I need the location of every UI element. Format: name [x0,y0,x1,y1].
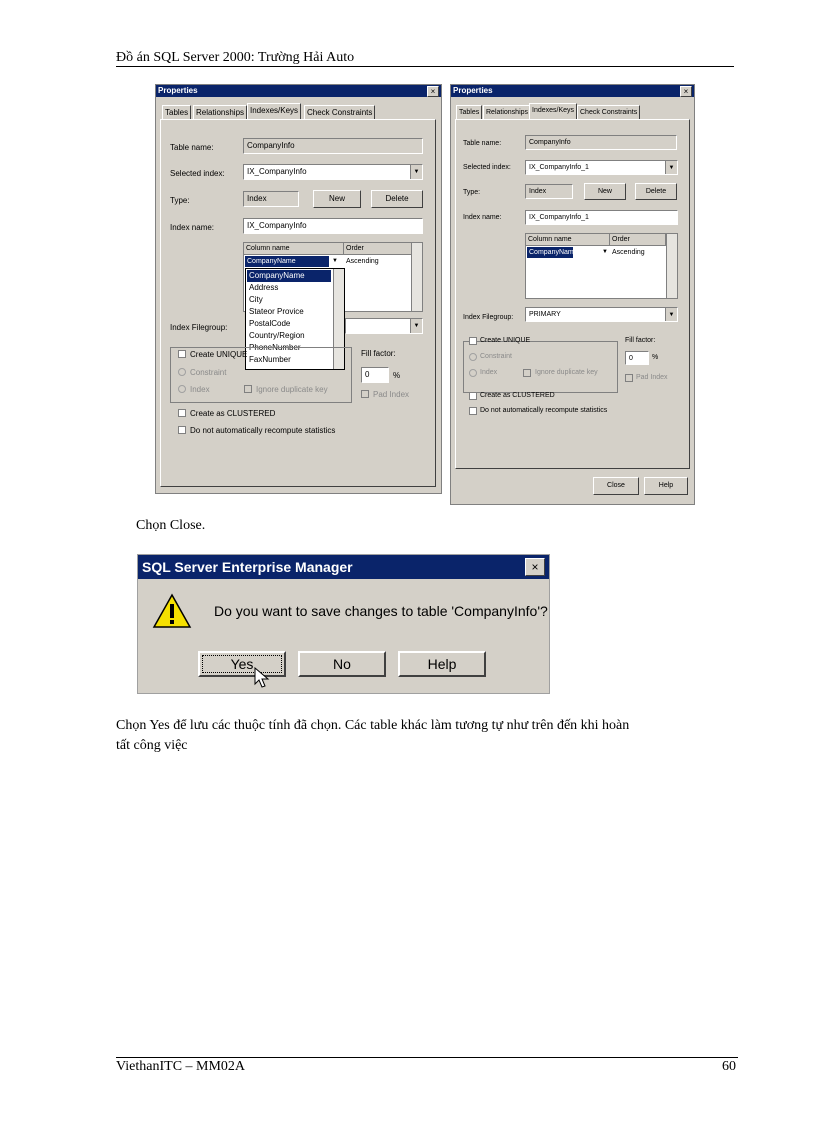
close-icon[interactable]: × [525,558,545,576]
column-name-header: Column name [526,234,610,246]
type-field: Index [525,184,573,199]
type-label: Type: [463,189,481,196]
warning-icon [152,593,192,629]
no-recompute-checkbox[interactable] [469,407,477,415]
footer-divider [116,1057,738,1058]
chevron-down-icon[interactable]: ▼ [665,308,677,321]
no-recompute-label: Do not automatically recompute statistics [480,407,608,414]
index-name-label: Index name: [463,214,502,221]
table-name-label: Table name: [463,140,502,147]
messagebox-title: SQL Server Enterprise Manager [138,555,549,579]
instruction-yes-line1: Chọn Yes để lưu các thuộc tính đã chọn. Các table khác làm tương tự như trên đến khi hoàn [116,718,630,733]
tab-check-constraints[interactable]: Check Constraints [577,105,640,120]
create-clustered-checkbox[interactable] [469,392,477,400]
ignore-duplicate-label: Ignore duplicate key [535,369,598,376]
tab-indexes-keys[interactable]: Indexes/Keys [529,103,577,120]
messagebox-message: Do you want to save changes to table 'CompanyInfo'? [214,603,548,619]
column-name-cell[interactable]: CompanyName [529,249,578,256]
fill-factor-label: Fill factor: [625,337,656,344]
properties-dialog-right [450,84,695,505]
pad-index-checkbox[interactable] [361,390,369,398]
selected-index-label: Selected index: [170,169,225,178]
no-recompute-label: Do not automatically recompute statistics [190,426,336,435]
list-item[interactable]: FaxNumber [249,355,291,364]
chevron-down-icon[interactable]: ▼ [665,161,677,174]
list-item[interactable]: CompanyName [247,270,331,282]
instruction-yes [116,716,726,756]
help-button[interactable]: Help [398,651,486,677]
index-filegroup-select[interactable]: PRIMARY ▼ [525,307,678,322]
selected-index-select[interactable]: IX_CompanyInfo ▼ [243,164,423,180]
properties-dialog-left [155,84,442,494]
constraint-label: Constraint [190,368,227,377]
help-button[interactable]: Help [644,477,688,495]
tab-relationships[interactable]: Relationships [483,105,531,120]
index-name-input[interactable]: IX_CompanyInfo [243,218,423,234]
table-name-field: CompanyInfo [243,138,423,154]
column-dropdown-button[interactable]: ▼ [332,258,338,264]
column-dropdown-button[interactable]: ▼ [602,249,608,255]
create-clustered-checkbox[interactable] [178,409,186,417]
create-unique-label: Create UNIQUE [190,350,248,359]
unique-groupbox [463,341,618,393]
create-unique-checkbox[interactable] [469,337,477,345]
index-filegroup-label: Index Filegroup: [170,323,228,332]
new-button[interactable]: New [584,183,626,200]
tab-tables[interactable]: Tables [456,105,482,120]
index-radio[interactable] [469,369,477,377]
create-clustered-label: Create as CLUSTERED [190,409,276,418]
table-name-label: Table name: [170,143,214,152]
constraint-radio[interactable] [469,353,477,361]
list-item[interactable]: PhoneNumber [249,343,301,352]
close-button[interactable]: Close [593,477,639,495]
tab-relationships[interactable]: Relationships [193,105,247,120]
cursor-icon [254,667,270,689]
grid-scrollbar[interactable] [411,243,422,311]
index-radio[interactable] [178,385,186,393]
footer-left: ViethanITC – MM02A [116,1059,246,1074]
page-number: 60 [722,1059,736,1074]
index-radio-label: Index [480,369,498,376]
instruction-close: Chọn Close. [136,518,206,533]
index-columns-grid[interactable] [525,233,678,299]
list-item[interactable]: Stateor Provice [249,307,304,316]
close-icon[interactable]: × [680,86,692,97]
selected-index-label: Selected index: [463,164,511,171]
percent-label: % [393,371,401,380]
dialog-title: Properties [156,85,441,97]
index-name-label: Index name: [170,223,215,232]
column-name-header: Column name [244,243,344,255]
list-item[interactable]: Country/Region [249,331,305,340]
dialog-title: Properties [451,85,694,97]
fill-factor-input[interactable]: 0 [625,351,649,365]
index-filegroup-select[interactable] [345,318,423,334]
page-header: Đồ án SQL Server 2000: Trường Hải Auto [116,50,734,67]
delete-button[interactable]: Delete [635,183,677,200]
tab-check-constraints[interactable]: Check Constraints [304,105,375,120]
list-item[interactable]: PostalCode [249,319,291,328]
create-clustered-label: Create as CLUSTERED [480,392,555,399]
close-icon[interactable]: × [427,86,439,97]
ignore-duplicate-checkbox[interactable] [244,385,252,393]
constraint-radio[interactable] [178,368,186,376]
yes-button[interactable]: Yes [198,651,286,677]
no-recompute-checkbox[interactable] [178,426,186,434]
pad-index-label: Pad Index [373,390,410,399]
index-name-input[interactable]: IX_CompanyInfo_1 [525,210,678,225]
order-cell[interactable]: Ascending [612,249,645,256]
chevron-down-icon[interactable]: ▼ [410,165,422,179]
percent-label: % [652,354,659,361]
column-name-cell[interactable]: CompanyName [245,256,329,267]
pad-index-checkbox[interactable] [625,374,633,382]
order-header: Order [344,243,412,255]
create-unique-checkbox[interactable] [178,350,186,358]
tab-tables[interactable]: Tables [162,105,191,120]
table-name-field: CompanyInfo [525,135,677,150]
instruction-yes-line2: tất công việc [116,738,188,753]
list-item[interactable]: City [249,295,263,304]
create-unique-label: Create UNIQUE [480,337,531,344]
type-label: Type: [170,196,190,205]
save-changes-messagebox [137,554,550,694]
new-button[interactable]: New [313,190,361,208]
chevron-down-icon[interactable]: ▼ [410,319,422,333]
delete-button[interactable]: Delete [371,190,423,208]
ignore-duplicate-label: Ignore duplicate key [256,385,328,394]
constraint-label: Constraint [480,353,512,360]
list-item[interactable]: Address [249,283,279,292]
tab-indexes-keys[interactable]: Indexes/Keys [247,103,301,120]
fill-factor-input[interactable]: 0 [361,367,389,383]
index-filegroup-label: Index Filegroup: [463,314,514,321]
order-header: Order [610,234,666,246]
ignore-duplicate-checkbox[interactable] [523,369,531,377]
fill-factor-label: Fill factor: [361,349,396,358]
order-cell[interactable]: Ascending [346,258,379,265]
no-button[interactable]: No [298,651,386,677]
index-radio-label: Index [190,385,210,394]
type-field: Index [243,191,299,207]
pad-index-label: Pad Index [636,374,668,381]
grid-scrollbar[interactable] [666,234,677,298]
selected-index-select[interactable]: IX_CompanyInfo_1 ▼ [525,160,678,175]
